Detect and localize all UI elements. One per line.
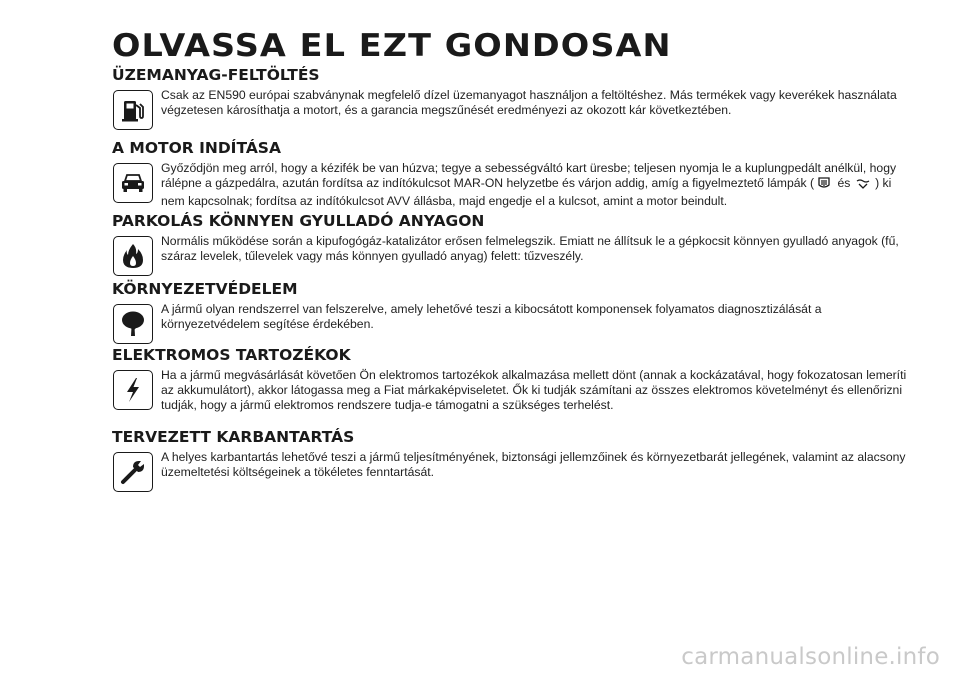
tree-icon — [113, 304, 153, 344]
section-title: A MOTOR INDÍTÁSA — [112, 139, 281, 157]
section-maintenance — [112, 428, 912, 496]
section-electrical — [112, 346, 912, 414]
car-front-icon — [113, 163, 153, 203]
section-text: A jármű olyan rendszerrel van felszerelve, amely lehetővé teszi a kibocsátott komponensek folyamatos diagnosztizálását a környezetvédelem segítése érdekében. — [161, 302, 822, 331]
section-title: KÖRNYEZETVÉDELEM — [112, 280, 298, 298]
section-fuel — [112, 66, 912, 134]
fuel-pump-icon — [113, 90, 153, 130]
section-title: ELEKTROMOS TARTOZÉKOK — [112, 346, 351, 364]
section-title: ÜZEMANYAG-FELTÖLTÉS — [112, 66, 320, 84]
page-title: OLVASSA EL EZT GONDOSAN — [112, 28, 672, 64]
section-text: Normális működése során a kipufogógáz-katalizátor erősen felmelegszik. Emiatt ne állítsuk le a gépkocsit könnyen gyulladó anyagok (fű, száraz levelek, tűlevelek vagy más könnyen gyulladó anyag) felett: tűzveszély. — [161, 234, 899, 263]
text-and: és — [837, 176, 851, 190]
section-parking-flammable — [112, 212, 912, 280]
text-before: Győződjön meg arról, hogy a kézifék be van húzva; tegye a sebességváltó kart üresbe; teljesen nyomja le a kuplungpedált anélkül, hogy rálépne a gázpedálra, azután fordítsa az indítókulcsot MAR-ON helyzetbe és várjon addig, amíg a figyelmeztető lámpák ( — [161, 161, 897, 190]
text-after: ) ki nem kapcsolnak; fordítsa az indítókulcsot AVV állásba, majd engedje el a kulcsot, amint a motor beindult. — [161, 176, 892, 208]
diesel-heater-icon — [856, 178, 870, 194]
section-engine-start — [112, 139, 912, 209]
section-title: PARKOLÁS KÖNNYEN GYULLADÓ ANYAGON — [112, 212, 485, 230]
section-text: A helyes karbantartás lehetővé teszi a jármű teljesítményének, biztonsági jellemzőinek és környezetbarát jellegének, valamint az alacsony üzemeltetési költségeinek a tökéletes fenntartását. — [161, 450, 906, 479]
glow-plug-warning-icon — [816, 176, 832, 194]
fire-icon — [113, 236, 153, 276]
wrench-icon — [113, 452, 153, 492]
section-text: Csak az EN590 európai szabványnak megfelelő dízel üzemanyagot használjon a feltöltéshez. Más termékek vagy keverékek használata végzetesen károsíthatja a motort, és a garancia megszűnését eredményezi az okozott kár következtében. — [161, 88, 897, 117]
watermark: carmanualsonline.info — [681, 644, 940, 670]
lightning-icon — [113, 370, 153, 410]
section-text — [161, 161, 912, 209]
section-environment — [112, 280, 912, 348]
section-title: TERVEZETT KARBANTARTÁS — [112, 428, 355, 446]
section-text: Ha a jármű megvásárlását követően Ön elektromos tartozékok alkalmazása mellett dönt (annak a kockázatával, hogy fokozatosan lemeríti az akkumulátort), akkor látogassa meg a Fiat márkaképviseletet. Ők ki tudják számítani az összes elektromos követelményt és ellenőrizni tudják, hogy a jármű elektromos rendszere tudja-e támogatni a szükséges terhelést. — [161, 368, 907, 412]
